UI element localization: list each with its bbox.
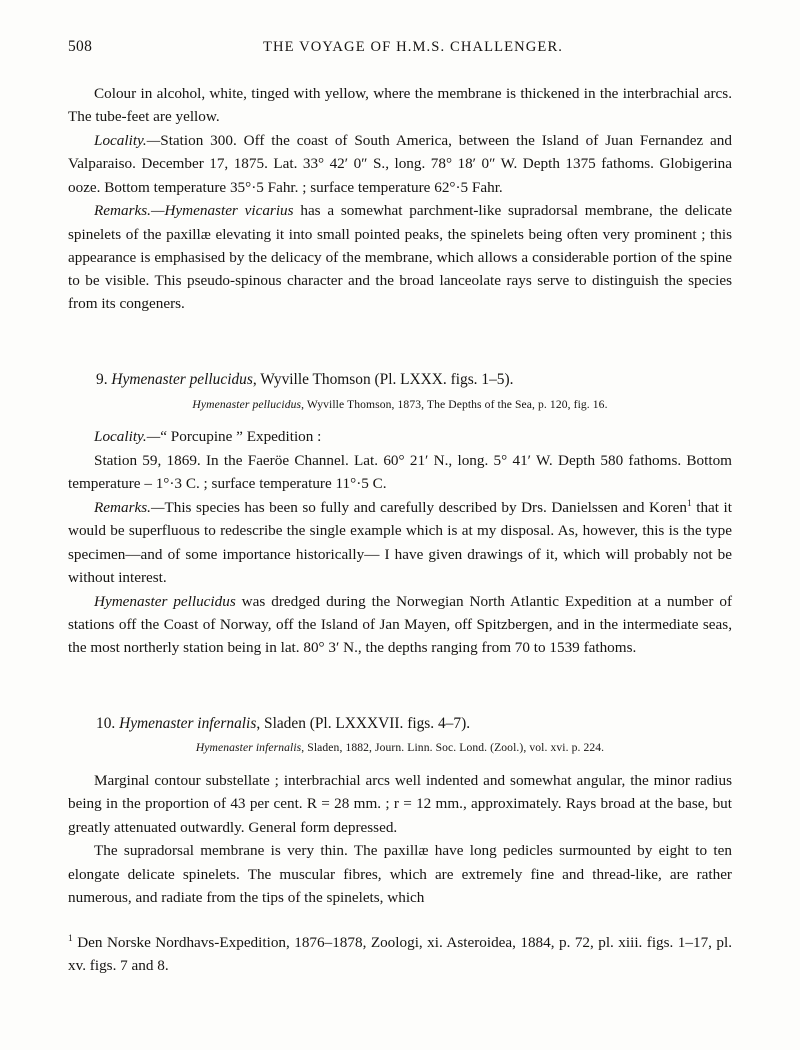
entry-9-reference-rest: , Wyville Thomson, 1873, The Depths of the Sea, p. 120, fig. 16. (301, 397, 608, 411)
locality-label: Locality.— (94, 132, 161, 149)
entry-10-reference (68, 739, 732, 757)
footnote-reference-mark: 1 (686, 498, 692, 509)
page-header (68, 38, 732, 56)
entry-9-dredged-species: Hymenaster pellucidus (94, 592, 236, 610)
paragraph-locality-1 (68, 129, 732, 199)
entry-9-remarks-text-b: that it would be superfluous to redescribe the single example which is at my disposal. As, however, this is the type specimen—and of some importance historically— I have given drawings of it, which will probably not be without interest. (68, 499, 732, 586)
locality-text: Station 300. Off the coast of South America, between the Island of Juan Fernandez and Valparaiso. December 17, 1875. Lat. 33° 42′ 0″ S., long. 78° 18′ 0″ W. Depth 1375 fathoms. Globigerina ooze. Bottom temperature 35°·5 Fahr. ; surface temperature 62°·5 Fahr. (68, 132, 732, 196)
remarks-label: Remarks.— (94, 202, 165, 220)
footnote-text: Den Norske Nordhavs-Expedition, 1876–1878, Zoologi, xi. Asteroidea, 1884, p. 72, pl. xiii. figs. 1–17, pl. xv. figs. 7 and 8. (68, 934, 733, 975)
footnote-block (68, 931, 732, 978)
entry-9-heading (68, 368, 732, 392)
entry-9-locality-text: “ Porcupine ” Expedition : (160, 428, 322, 446)
section-spacer (68, 316, 732, 338)
entry-9-locality-detail: Station 59, 1869. In the Faeröe Channel. Lat. 60° 21′ N., long. 5° 41′ W. Depth 580 fathoms. Bottom temperature – 1°·3 C. ; surface temperature 11°·5 C. (68, 452, 732, 493)
entry-10-membrane-paragraph: The supradorsal membrane is very thin. The paxillæ have long pedicles surmounted by eight to ten elongate delicate spinelets. The muscular fibres, which are extremely fine and thread-like, are rather numerous, and radiate from the tips of the spinelets, which (68, 842, 732, 906)
entry-9-dredged-paragraph (68, 590, 732, 660)
entry-9-remarks-label: Remarks.— (94, 499, 165, 517)
footnote-mark: 1 (68, 934, 73, 945)
entry-9-locality (68, 425, 732, 448)
entry-10-number: 10. (96, 714, 120, 732)
entry-9-remarks (68, 496, 732, 589)
footnote-1 (68, 931, 732, 978)
entry-9-dredged-text: was dredged during the Norwegian North Atlantic Expedition at a number of stations off the Coast of Norway, off the Island of Jan Mayen, off Spitzbergen, and in the intermediate seas, the most northerly station being in lat. 80° 3′ N., the depths ranging from 70 to 1539 fathoms. (68, 592, 733, 657)
entry-9-remarks-text-a: This species has been so fully and carefully described by Drs. Danielssen and Koren (164, 499, 687, 517)
paragraph-colour: Colour in alcohol, white, tinged with yellow, where the membrane is thickened in the interbrachial arcs. The tube-feet are yellow. (68, 85, 732, 126)
species-name: Hymenaster vicarius (164, 202, 294, 220)
entry-9-locality-label: Locality.— (94, 428, 161, 446)
paragraph-remarks-1 (68, 199, 732, 315)
entry-9-reference (68, 396, 732, 414)
entry-10-heading (68, 712, 732, 736)
remarks-text: has a somewhat parchment-like supradorsal membrane, the delicate spinelets of the paxillæ elevating it into small pointed peaks, the spinelets being often very prominent ; this appearance is emphasised by the delicacy of the membrane, which allows a considerable portion of the spine to be visible. This pseudo-spinous character and the broad lanceolate rays serve to distinguish the species from its congeners. (68, 202, 732, 313)
entry-10-contour-paragraph: Marginal contour substellate ; interbrachial arcs well indented and somewhat angular, the minor radius being in the proportion of 43 per cent. R = 28 mm. ; r = 12 mm., approximately. Rays broad at the base, but greatly attenuated outwardly. General form depressed. (68, 772, 732, 836)
entry-10-reference-species: Hymenaster infernalis (195, 741, 302, 755)
section-spacer-2 (68, 660, 732, 682)
entry-9-number: 9. (96, 371, 112, 388)
entry-10-author: , Sladen (Pl. LXXXVII. figs. 4–7). (256, 714, 471, 732)
entry-9-author: , Wyville Thomson (Pl. LXXX. figs. 1–5). (252, 371, 514, 388)
page-number: 508 (68, 38, 93, 55)
running-head: THE VOYAGE OF H.M.S. CHALLENGER. (262, 39, 564, 55)
page-content (68, 38, 732, 978)
entry-10-species: Hymenaster infernalis (119, 714, 257, 732)
entry-9-reference-species: Hymenaster pellucidus (192, 397, 302, 411)
entry-10-reference-rest: , Sladen, 1882, Journ. Linn. Soc. Lond. (Zool.), vol. xvi. p. 224. (301, 741, 605, 755)
entry-9-species: Hymenaster pellucidus (111, 371, 253, 388)
